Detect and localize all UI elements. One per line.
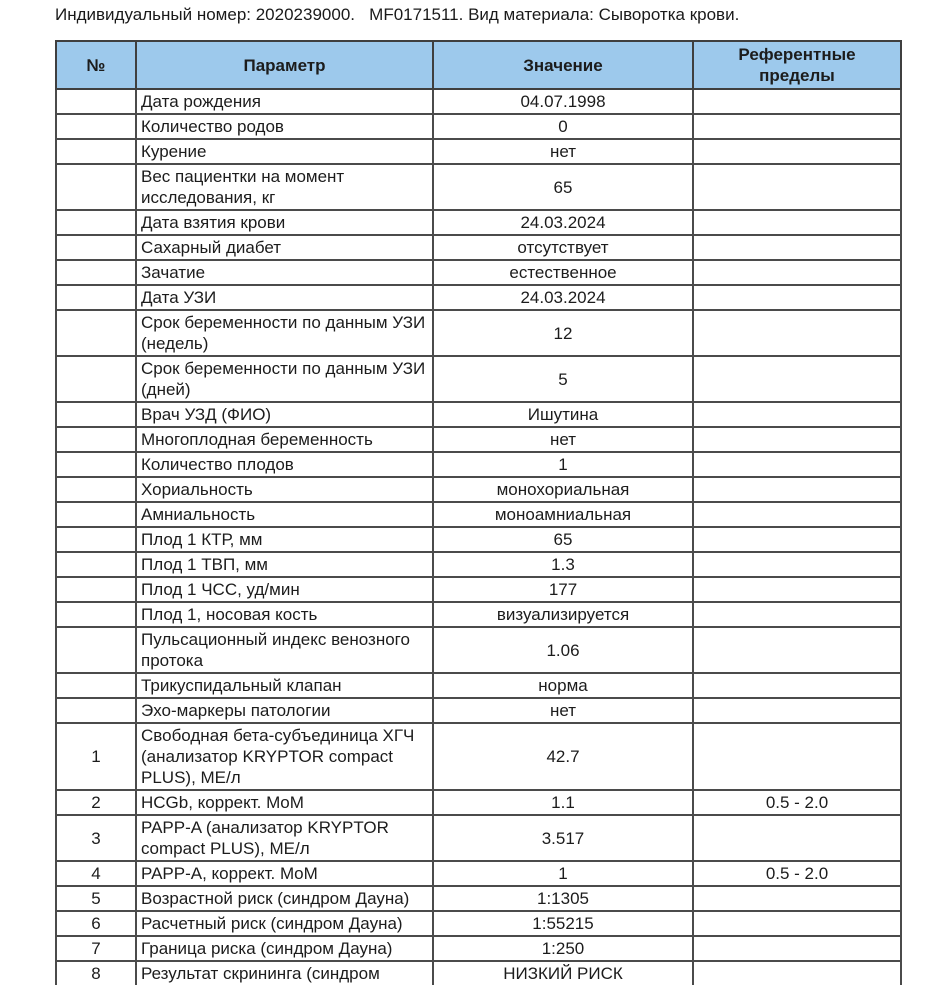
row-number-cell xyxy=(56,210,136,235)
row-number-cell: 3 xyxy=(56,815,136,861)
row-number-cell: 1 xyxy=(56,723,136,790)
screening-results-table xyxy=(55,40,902,985)
row-parameter-cell: Плод 1, носовая кость xyxy=(136,602,433,627)
row-value-cell: монохориальная xyxy=(433,477,693,502)
row-reference-cell xyxy=(693,89,901,114)
row-value-cell: 24.03.2024 xyxy=(433,285,693,310)
row-number-cell xyxy=(56,698,136,723)
row-value-cell: нет xyxy=(433,698,693,723)
row-parameter-cell: Количество родов xyxy=(136,114,433,139)
row-number-cell xyxy=(56,235,136,260)
row-number-cell xyxy=(56,260,136,285)
row-value-cell: 1 xyxy=(433,452,693,477)
row-number-cell xyxy=(56,402,136,427)
row-parameter-cell: Врач УЗД (ФИО) xyxy=(136,402,433,427)
row-parameter-cell: HCGb, коррект. MoM xyxy=(136,790,433,815)
row-reference-cell xyxy=(693,527,901,552)
row-value-cell: 1 xyxy=(433,861,693,886)
row-reference-cell xyxy=(693,356,901,402)
row-parameter-cell: PAPP-A (анализатор KRYPTOR compact PLUS), МЕ/л xyxy=(136,815,433,861)
row-value-cell: 1.1 xyxy=(433,790,693,815)
row-number-cell xyxy=(56,356,136,402)
row-value-cell: нет xyxy=(433,139,693,164)
row-number-cell: 5 xyxy=(56,886,136,911)
row-number-cell: 8 xyxy=(56,961,136,985)
table-row xyxy=(56,936,901,961)
table-header-row xyxy=(56,41,901,89)
row-reference-cell xyxy=(693,815,901,861)
row-number-cell xyxy=(56,164,136,210)
row-number-cell: 6 xyxy=(56,911,136,936)
row-parameter-cell: Вес пациентки на момент исследования, кг xyxy=(136,164,433,210)
row-reference-cell xyxy=(693,114,901,139)
row-number-cell: 7 xyxy=(56,936,136,961)
row-value-cell: НИЗКИЙ РИСК xyxy=(433,961,693,985)
row-number-cell xyxy=(56,310,136,356)
row-parameter-cell: Возрастной риск (синдром Дауна) xyxy=(136,886,433,911)
row-parameter-cell: Плод 1 КТР, мм xyxy=(136,527,433,552)
row-reference-cell xyxy=(693,936,901,961)
row-value-cell: нет xyxy=(433,427,693,452)
table-row xyxy=(56,527,901,552)
column-header-reference-limits xyxy=(693,41,901,89)
row-parameter-cell: Результат скрининга (синдром xyxy=(136,961,433,985)
row-value-cell: 1.06 xyxy=(433,627,693,673)
row-reference-cell xyxy=(693,477,901,502)
row-number-cell xyxy=(56,139,136,164)
table-row xyxy=(56,210,901,235)
row-number-cell xyxy=(56,627,136,673)
row-value-cell: 5 xyxy=(433,356,693,402)
row-number-cell xyxy=(56,427,136,452)
row-number-cell xyxy=(56,527,136,552)
row-parameter-cell: Многоплодная беременность xyxy=(136,427,433,452)
table-row xyxy=(56,452,901,477)
row-reference-cell xyxy=(693,310,901,356)
row-value-cell: визуализируется xyxy=(433,602,693,627)
row-parameter-cell: Трикуспидальный клапан xyxy=(136,673,433,698)
row-reference-cell xyxy=(693,427,901,452)
row-value-cell: моноамниальная xyxy=(433,502,693,527)
table-row xyxy=(56,310,901,356)
table-row xyxy=(56,790,901,815)
row-value-cell: естественное xyxy=(433,260,693,285)
row-reference-cell xyxy=(693,260,901,285)
table-row xyxy=(56,815,901,861)
row-parameter-cell: Пульсационный индекс венозного протока xyxy=(136,627,433,673)
row-value-cell: 65 xyxy=(433,164,693,210)
row-value-cell: 42.7 xyxy=(433,723,693,790)
table-header xyxy=(56,41,901,89)
row-parameter-cell: PAPP-A, коррект. MoM xyxy=(136,861,433,886)
row-number-cell xyxy=(56,577,136,602)
row-reference-cell: 0.5 - 2.0 xyxy=(693,861,901,886)
row-reference-cell xyxy=(693,139,901,164)
table-row xyxy=(56,477,901,502)
table-row xyxy=(56,89,901,114)
row-reference-cell xyxy=(693,723,901,790)
table-row xyxy=(56,164,901,210)
row-value-cell: 04.07.1998 xyxy=(433,89,693,114)
row-number-cell xyxy=(56,673,136,698)
row-number-cell xyxy=(56,602,136,627)
table-row xyxy=(56,698,901,723)
row-reference-cell xyxy=(693,698,901,723)
row-parameter-cell: Плод 1 ТВП, мм xyxy=(136,552,433,577)
row-reference-cell xyxy=(693,911,901,936)
row-parameter-cell: Срок беременности по данным УЗИ (дней) xyxy=(136,356,433,402)
row-number-cell xyxy=(56,285,136,310)
table-row xyxy=(56,602,901,627)
row-parameter-cell: Свободная бета-субъединица ХГЧ (анализатор KRYPTOR compact PLUS), МЕ/л xyxy=(136,723,433,790)
table-row xyxy=(56,139,901,164)
row-value-cell: 1:1305 xyxy=(433,886,693,911)
row-number-cell xyxy=(56,477,136,502)
row-parameter-cell: Расчетный риск (синдром Дауна) xyxy=(136,911,433,936)
row-number-cell xyxy=(56,502,136,527)
row-value-cell: 0 xyxy=(433,114,693,139)
row-number-cell xyxy=(56,452,136,477)
table-row xyxy=(56,673,901,698)
table-row xyxy=(56,114,901,139)
table-row xyxy=(56,577,901,602)
row-parameter-cell: Срок беременности по данным УЗИ (недель) xyxy=(136,310,433,356)
row-parameter-cell: Эхо-маркеры патологии xyxy=(136,698,433,723)
row-reference-cell xyxy=(693,886,901,911)
table-row xyxy=(56,235,901,260)
row-parameter-cell: Зачатие xyxy=(136,260,433,285)
table-row xyxy=(56,260,901,285)
column-header-value: Значение xyxy=(433,41,693,89)
row-number-cell xyxy=(56,114,136,139)
row-value-cell: отсутствует xyxy=(433,235,693,260)
table-body xyxy=(56,89,901,985)
row-parameter-cell: Амниальность xyxy=(136,502,433,527)
row-value-cell: норма xyxy=(433,673,693,698)
row-reference-cell: 0.5 - 2.0 xyxy=(693,790,901,815)
row-parameter-cell: Дата УЗИ xyxy=(136,285,433,310)
row-reference-cell xyxy=(693,210,901,235)
row-number-cell: 2 xyxy=(56,790,136,815)
row-reference-cell xyxy=(693,552,901,577)
table-row xyxy=(56,502,901,527)
row-reference-cell xyxy=(693,402,901,427)
row-parameter-cell: Дата взятия крови xyxy=(136,210,433,235)
row-reference-cell xyxy=(693,502,901,527)
row-value-cell: 24.03.2024 xyxy=(433,210,693,235)
table-row xyxy=(56,285,901,310)
results-table-container xyxy=(55,40,904,983)
row-parameter-cell: Сахарный диабет xyxy=(136,235,433,260)
row-value-cell: 1:55215 xyxy=(433,911,693,936)
document-header-line: Индивидуальный номер: 2020239000. MF0171511. Вид материала: Сыворотка крови. xyxy=(55,5,740,24)
row-parameter-cell: Курение xyxy=(136,139,433,164)
row-number-cell xyxy=(56,89,136,114)
row-parameter-cell: Количество плодов xyxy=(136,452,433,477)
table-row xyxy=(56,552,901,577)
row-reference-cell xyxy=(693,285,901,310)
row-number-cell: 4 xyxy=(56,861,136,886)
table-row xyxy=(56,723,901,790)
table-row xyxy=(56,427,901,452)
table-row xyxy=(56,961,901,985)
row-reference-cell xyxy=(693,577,901,602)
row-reference-cell xyxy=(693,961,901,985)
row-parameter-cell: Граница риска (синдром Дауна) xyxy=(136,936,433,961)
row-reference-cell xyxy=(693,602,901,627)
row-parameter-cell: Плод 1 ЧСС, уд/мин xyxy=(136,577,433,602)
table-row xyxy=(56,911,901,936)
row-value-cell: 1.3 xyxy=(433,552,693,577)
row-number-cell xyxy=(56,552,136,577)
row-value-cell: 1:250 xyxy=(433,936,693,961)
row-reference-cell xyxy=(693,164,901,210)
table-row xyxy=(56,402,901,427)
row-value-cell: 3.517 xyxy=(433,815,693,861)
table-row xyxy=(56,861,901,886)
row-parameter-cell: Хориальность xyxy=(136,477,433,502)
column-header-number: № xyxy=(56,41,136,89)
row-reference-cell xyxy=(693,673,901,698)
row-value-cell: Ишутина xyxy=(433,402,693,427)
column-header-reference-limits-label: Референтные пределы xyxy=(738,45,856,85)
row-value-cell: 177 xyxy=(433,577,693,602)
row-value-cell: 65 xyxy=(433,527,693,552)
row-reference-cell xyxy=(693,627,901,673)
row-value-cell: 12 xyxy=(433,310,693,356)
row-parameter-cell: Дата рождения xyxy=(136,89,433,114)
table-row xyxy=(56,886,901,911)
table-row xyxy=(56,627,901,673)
column-header-parameter: Параметр xyxy=(136,41,433,89)
row-reference-cell xyxy=(693,452,901,477)
row-reference-cell xyxy=(693,235,901,260)
table-row xyxy=(56,356,901,402)
